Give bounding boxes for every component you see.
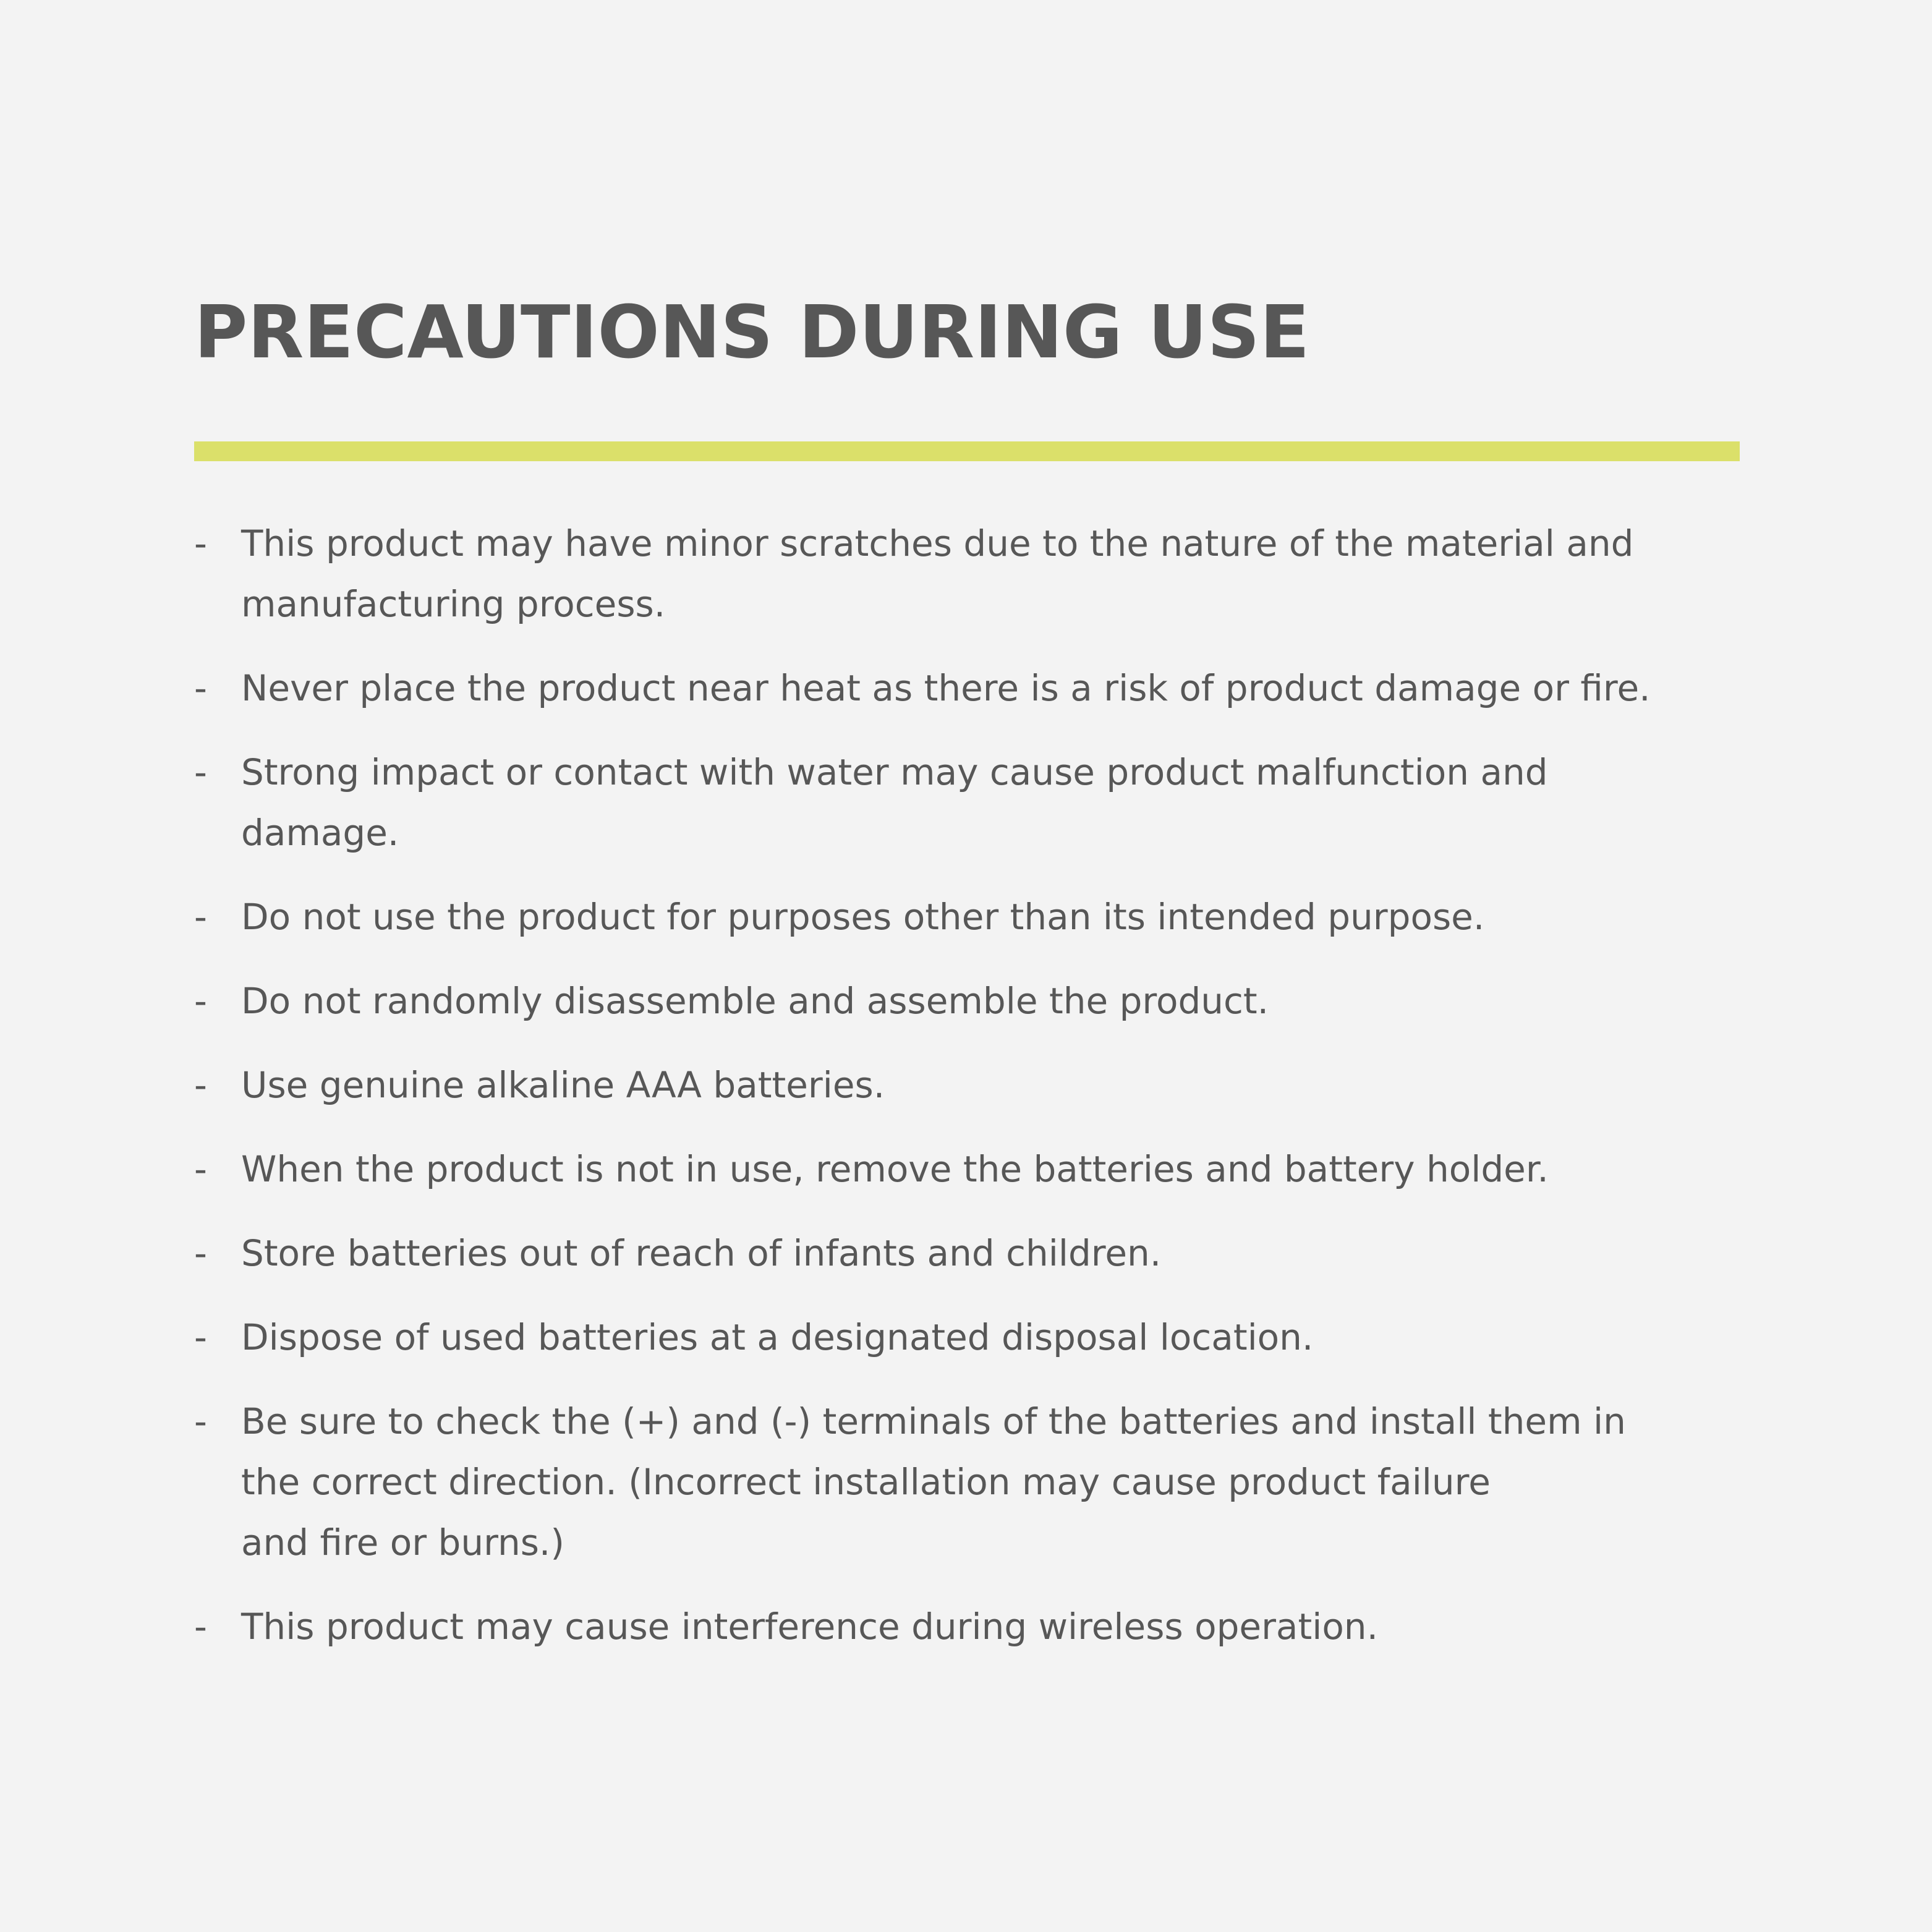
precaution-item (194, 1223, 1752, 1283)
precaution-text (241, 1307, 1752, 1368)
bullet-dash: - (194, 1232, 207, 1274)
precautions-page (194, 289, 1740, 1648)
bullet-dash: - (194, 1400, 207, 1442)
precaution-item (194, 742, 1752, 863)
precaution-text (241, 1139, 1752, 1199)
precaution-item (194, 1596, 1752, 1657)
bullet-dash: - (194, 751, 207, 793)
precaution-line: Never place the product near heat as there is a risk of product damage or fire. (241, 667, 1651, 709)
precautions-list (194, 513, 1752, 1680)
precaution-item (194, 1055, 1752, 1115)
precaution-text (241, 1223, 1752, 1283)
bullet-dash: - (194, 1606, 207, 1648)
precaution-line: manufacturing process. (241, 583, 666, 625)
precaution-item (194, 1307, 1752, 1368)
bullet-dash: - (194, 667, 207, 709)
precaution-item (194, 887, 1752, 947)
bullet-dash: - (194, 1064, 207, 1106)
precaution-line: This product may cause interference during wireless operation. (241, 1606, 1379, 1648)
precaution-text (241, 1391, 1752, 1573)
precaution-line: Be sure to check the (+) and (-) terminals of the batteries and install them in (241, 1400, 1626, 1442)
precaution-line: When the product is not in use, remove the batteries and battery holder. (241, 1148, 1549, 1190)
bullet-dash: - (194, 1316, 207, 1358)
precaution-text (241, 742, 1752, 863)
precaution-item (194, 971, 1752, 1031)
precaution-text (241, 1055, 1752, 1115)
precaution-text (241, 1596, 1752, 1657)
precaution-line: the correct direction. (Incorrect installation may cause product failure (241, 1461, 1491, 1503)
precaution-text (241, 513, 1752, 634)
bullet-dash: - (194, 522, 207, 564)
precaution-line: Do not use the product for purposes other than its intended purpose. (241, 896, 1485, 938)
precaution-line: Store batteries out of reach of infants and children. (241, 1232, 1162, 1274)
precaution-line: Strong impact or contact with water may cause product malfunction and (241, 751, 1548, 793)
precaution-line: This product may have minor scratches due to the nature of the material and (241, 522, 1634, 564)
bullet-dash: - (194, 896, 207, 938)
precaution-item (194, 658, 1752, 718)
precaution-text (241, 971, 1752, 1031)
accent-divider (194, 441, 1740, 461)
precaution-line: and fire or burns.) (241, 1521, 564, 1564)
bullet-dash: - (194, 980, 207, 1022)
precaution-text (241, 658, 1752, 718)
precaution-item (194, 513, 1752, 634)
page-title: PRECAUTIONS DURING USE (194, 289, 1310, 375)
precaution-line: Do not randomly disassemble and assemble the product. (241, 980, 1269, 1022)
precaution-text (241, 887, 1752, 947)
precaution-item (194, 1391, 1752, 1573)
precaution-item (194, 1139, 1752, 1199)
precaution-line: Use genuine alkaline AAA batteries. (241, 1064, 885, 1106)
precaution-line: Dispose of used batteries at a designated disposal location. (241, 1316, 1314, 1358)
precaution-line: damage. (241, 812, 399, 854)
bullet-dash: - (194, 1148, 207, 1190)
